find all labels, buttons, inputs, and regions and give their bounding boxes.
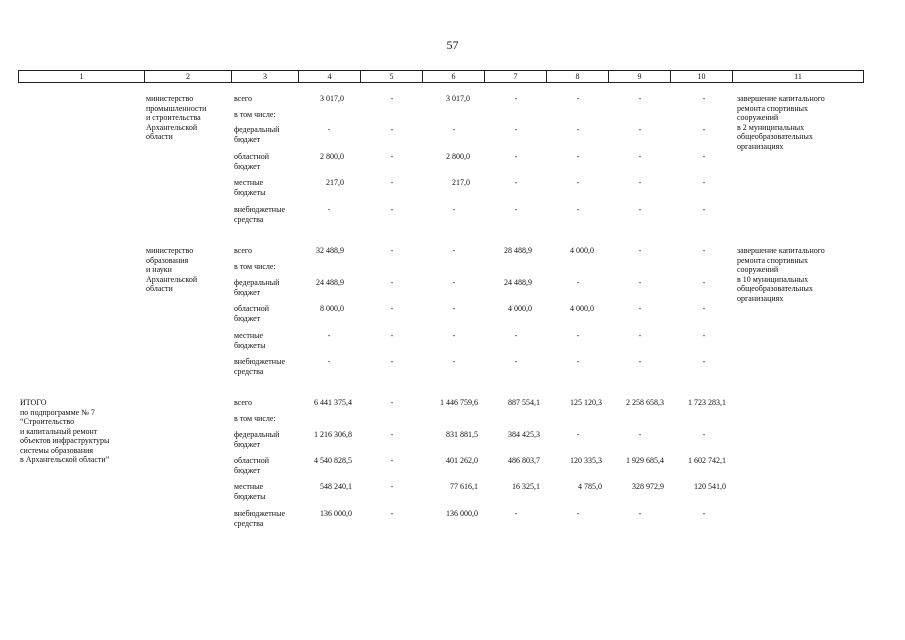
- cell-col5: -: [390, 482, 394, 491]
- row-label: внебюджетные средства: [234, 205, 285, 224]
- column-header-9: 9: [609, 71, 671, 82]
- cell-col6: -: [452, 357, 456, 366]
- cell-col9: -: [638, 304, 642, 313]
- cell-col8: -: [576, 205, 580, 214]
- row-label: местные бюджеты: [234, 178, 266, 197]
- cell-col5: -: [390, 125, 394, 134]
- cell-col7: -: [514, 509, 518, 518]
- cell-col4: 6 441 375,4: [314, 398, 352, 407]
- cell-col4: 548 240,1: [320, 482, 352, 491]
- block-organization: министерство образования и науки Архангельской области: [146, 246, 198, 293]
- row-label: областной бюджет: [234, 152, 270, 171]
- cell-col10: -: [702, 125, 706, 134]
- row-label: в том числе:: [234, 414, 276, 423]
- cell-col7: 16 325,1: [512, 482, 540, 491]
- block-organization: ИТОГО по подпрограмме № 7 “Строительство и капитальный ремонт объектов инфраструктуры системы образования в Архангельской области”: [20, 398, 110, 464]
- cell-col9: 2 258 658,3: [626, 398, 664, 407]
- row-label: в том числе:: [234, 110, 276, 119]
- cell-col9: -: [638, 430, 642, 439]
- cell-col9: 1 929 685,4: [626, 456, 664, 465]
- cell-col10: -: [702, 304, 706, 313]
- cell-col6: -: [452, 205, 456, 214]
- cell-col5: -: [390, 246, 394, 255]
- row-label: всего: [234, 398, 253, 407]
- column-header-6: 6: [423, 71, 485, 82]
- row-label: местные бюджеты: [234, 482, 266, 501]
- page-number: 57: [446, 38, 459, 52]
- row-label: федеральный бюджет: [234, 430, 280, 449]
- cell-col7: -: [514, 94, 518, 103]
- cell-col10: 1 602 742,1: [688, 456, 726, 465]
- cell-col7: -: [514, 125, 518, 134]
- cell-col10: -: [702, 430, 706, 439]
- cell-col8: -: [576, 178, 580, 187]
- block-result: завершение капитального ремонта спортивных сооружений в 10 муниципальных общеобразовательных организациях: [737, 246, 825, 303]
- cell-col4: -: [327, 357, 331, 366]
- cell-col9: -: [638, 278, 642, 287]
- cell-col8: 125 120,3: [570, 398, 602, 407]
- cell-col10: 120 541,0: [694, 482, 726, 491]
- cell-col5: -: [390, 398, 394, 407]
- row-label: всего: [234, 94, 253, 103]
- row-label: областной бюджет: [234, 304, 270, 323]
- cell-col4: 32 488,9: [316, 246, 344, 255]
- cell-col9: -: [638, 125, 642, 134]
- cell-col8: 4 000,0: [570, 304, 594, 313]
- cell-col5: -: [390, 357, 394, 366]
- column-header-4: 4: [299, 71, 361, 82]
- cell-col7: 28 488,9: [504, 246, 532, 255]
- cell-col6: 401 262,0: [446, 456, 478, 465]
- cell-col10: -: [702, 205, 706, 214]
- block-result: завершение капитального ремонта спортивных сооружений в 2 муниципальных общеобразовательных организациях: [737, 94, 825, 151]
- cell-col6: 831 881,5: [446, 430, 478, 439]
- cell-col7: -: [514, 331, 518, 340]
- cell-col6: 2 800,0: [446, 152, 470, 161]
- column-header-8: 8: [547, 71, 609, 82]
- cell-col5: -: [390, 430, 394, 439]
- cell-col5: -: [390, 304, 394, 313]
- cell-col8: -: [576, 125, 580, 134]
- cell-col6: 217,0: [452, 178, 470, 187]
- cell-col5: -: [390, 509, 394, 518]
- cell-col4: 8 000,0: [320, 304, 344, 313]
- cell-col7: 4 000,0: [508, 304, 532, 313]
- cell-col7: 887 554,1: [508, 398, 540, 407]
- row-label: внебюджетные средства: [234, 509, 285, 528]
- cell-col8: -: [576, 357, 580, 366]
- cell-col8: -: [576, 94, 580, 103]
- cell-col8: -: [576, 509, 580, 518]
- cell-col4: 24 488,9: [316, 278, 344, 287]
- cell-col8: -: [576, 278, 580, 287]
- column-header-1: 1: [19, 71, 145, 82]
- cell-col5: -: [390, 178, 394, 187]
- cell-col9: -: [638, 205, 642, 214]
- column-header-5: 5: [361, 71, 423, 82]
- column-number-header: [18, 70, 864, 83]
- cell-col4: 3 017,0: [320, 94, 344, 103]
- row-label: федеральный бюджет: [234, 125, 280, 144]
- column-header-10: 10: [671, 71, 733, 82]
- cell-col7: -: [514, 152, 518, 161]
- cell-col4: 1 216 306,8: [314, 430, 352, 439]
- cell-col6: -: [452, 304, 456, 313]
- cell-col6: -: [452, 331, 456, 340]
- column-header-2: 2: [145, 71, 232, 82]
- cell-col10: -: [702, 278, 706, 287]
- cell-col6: -: [452, 125, 456, 134]
- cell-col8: -: [576, 430, 580, 439]
- cell-col10: -: [702, 152, 706, 161]
- column-header-11: 11: [794, 72, 802, 81]
- cell-col4: 217,0: [326, 178, 344, 187]
- row-label: местные бюджеты: [234, 331, 266, 350]
- cell-col10: -: [702, 357, 706, 366]
- cell-col4: -: [327, 205, 331, 214]
- cell-col6: 136 000,0: [446, 509, 478, 518]
- cell-col9: -: [638, 246, 642, 255]
- cell-col4: 2 800,0: [320, 152, 344, 161]
- cell-col9: -: [638, 509, 642, 518]
- cell-col9: -: [638, 152, 642, 161]
- cell-col10: -: [702, 331, 706, 340]
- cell-col5: -: [390, 205, 394, 214]
- cell-col6: 3 017,0: [446, 94, 470, 103]
- cell-col4: -: [327, 125, 331, 134]
- cell-col7: 486 803,7: [508, 456, 540, 465]
- cell-col4: 4 540 828,5: [314, 456, 352, 465]
- cell-col8: 120 335,3: [570, 456, 602, 465]
- cell-col7: -: [514, 357, 518, 366]
- cell-col10: -: [702, 246, 706, 255]
- cell-col5: -: [390, 152, 394, 161]
- cell-col4: -: [327, 331, 331, 340]
- cell-col9: -: [638, 357, 642, 366]
- cell-col6: 1 446 759,6: [440, 398, 478, 407]
- row-label: в том числе:: [234, 262, 276, 271]
- cell-col8: 4 785,0: [578, 482, 602, 491]
- cell-col9: -: [638, 331, 642, 340]
- cell-col6: -: [452, 278, 456, 287]
- cell-col5: -: [390, 456, 394, 465]
- cell-col7: 24 488,9: [504, 278, 532, 287]
- cell-col8: 4 000,0: [570, 246, 594, 255]
- cell-col9: -: [638, 178, 642, 187]
- row-label: внебюджетные средства: [234, 357, 285, 376]
- block-organization: министерство промышленности и строительства Архангельской области: [146, 94, 207, 141]
- cell-col8: -: [576, 331, 580, 340]
- cell-col5: -: [390, 278, 394, 287]
- cell-col9: 328 972,9: [632, 482, 664, 491]
- cell-col9: -: [638, 94, 642, 103]
- row-label: федеральный бюджет: [234, 278, 280, 297]
- cell-col10: -: [702, 178, 706, 187]
- cell-col7: -: [514, 178, 518, 187]
- column-header-7: 7: [485, 71, 547, 82]
- cell-col4: 136 000,0: [320, 509, 352, 518]
- cell-col6: 77 616,1: [450, 482, 478, 491]
- cell-col5: -: [390, 94, 394, 103]
- cell-col5: -: [390, 331, 394, 340]
- cell-col8: -: [576, 152, 580, 161]
- cell-col10: -: [702, 509, 706, 518]
- cell-col10: -: [702, 94, 706, 103]
- cell-col10: 1 723 283,1: [688, 398, 726, 407]
- cell-col7: -: [514, 205, 518, 214]
- column-header-3: 3: [232, 71, 299, 82]
- cell-col6: -: [452, 246, 456, 255]
- cell-col7: 384 425,3: [508, 430, 540, 439]
- row-label: всего: [234, 246, 253, 255]
- row-label: областной бюджет: [234, 456, 270, 475]
